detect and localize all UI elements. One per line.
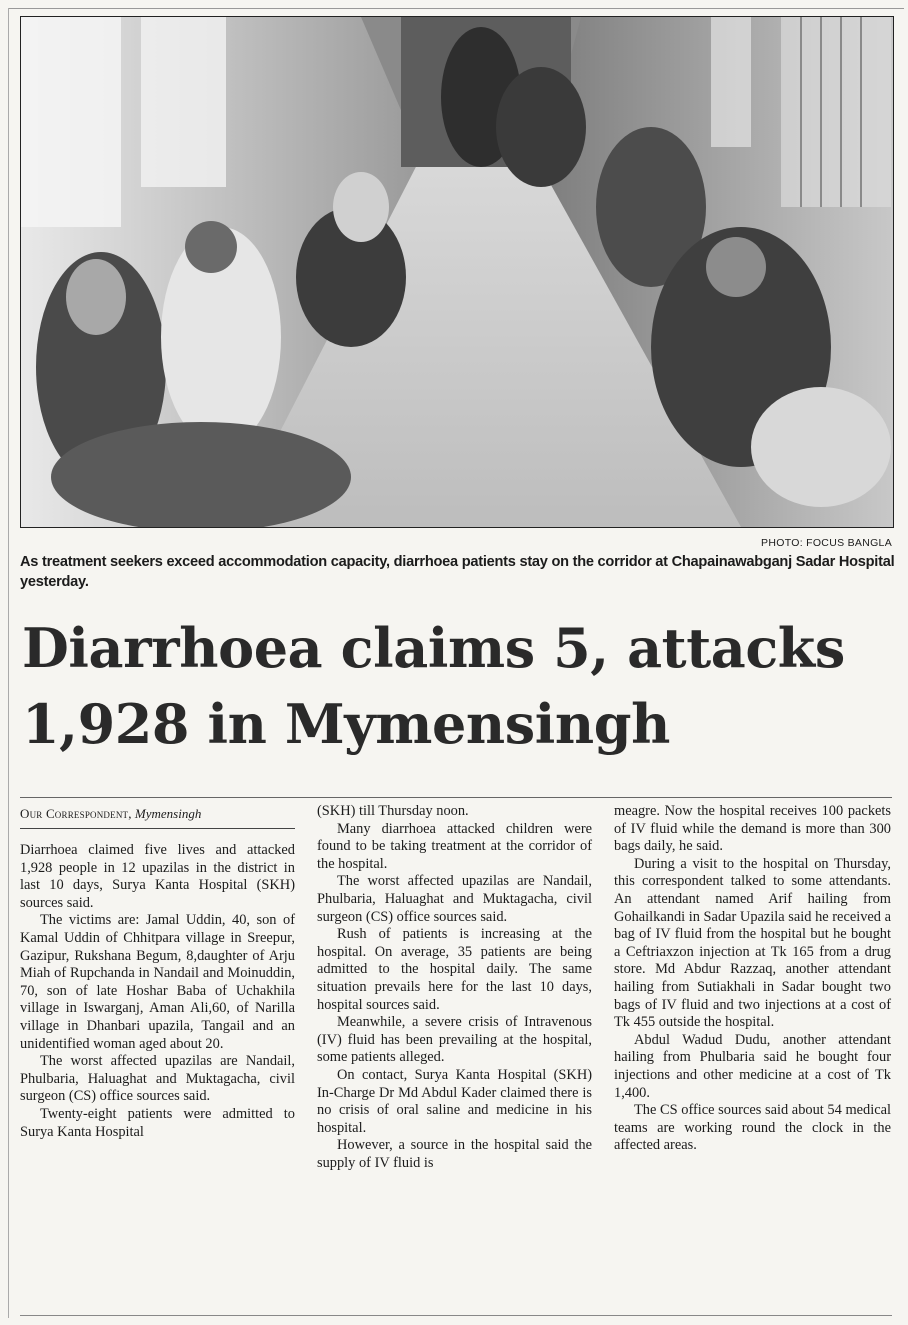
paragraph: meagre. Now the hospital receives 100 packets of IV fluid while the demand is more than 300 bags daily, he said. xyxy=(614,803,891,855)
byline-location: Mymensingh xyxy=(134,806,202,821)
headline-line-1: Diarrhoea claims 5, attacks xyxy=(22,616,845,680)
paragraph: The worst affected upazilas are Nandail, Phulbaria, Haluaghat and Muktagacha, civil surgeon (CS) office sources said. xyxy=(20,1053,295,1105)
paragraph: Twenty-eight patients were admitted to Surya Kanta Hospital xyxy=(20,1105,295,1140)
page-top-border xyxy=(8,8,904,9)
news-photo xyxy=(20,16,894,528)
paragraph: The victims are: Jamal Uddin, 40, son of Kamal Uddin of Chhitpara village in Sreepur, Gazipur, Rukshana Begum, 8,daughter of Arju Miah of Rupchanda in Nandail and Moinuddin, 70, son of late Hoshar Baba of Uchakhila village in Iswarganj, Aman Ali,60, of Narilla village in Dhanbari upazila, Tangail and an unidentified woman aged about 20. xyxy=(20,912,295,1052)
paragraph: Many diarrhoea attacked children were found to be taking treatment at the corridor of the hospital. xyxy=(317,820,592,872)
headline xyxy=(22,610,902,762)
article-bottom-rule xyxy=(20,1315,892,1316)
article-top-rule xyxy=(20,797,892,798)
byline-author: Our Correspondent, xyxy=(20,806,132,821)
photo-caption: As treatment seekers exceed accommodation capacity, diarrhoea patients stay on the corridor at Chapainawabganj Sadar Hospital yesterday. xyxy=(20,554,895,590)
article-column-3 xyxy=(614,803,891,1155)
article-column-1 xyxy=(20,842,295,1141)
paragraph: The CS office sources said about 54 medical teams are working round the clock in the affected areas. xyxy=(614,1102,891,1154)
paragraph: (SKH) till Thursday noon. xyxy=(317,803,469,819)
paragraph: Rush of patients is increasing at the hospital. On average, 35 patients are being admitted to the hospital daily. The same situation prevails here for the last 10 days, hospital sources said. xyxy=(317,926,592,1013)
paragraph: Meanwhile, a severe crisis of Intravenous (IV) fluid has been prevailing at the hospital, some patients alleged. xyxy=(317,1014,592,1066)
headline-line-2: 1,928 in Mymensingh xyxy=(22,692,670,756)
paragraph: However, a source in the hospital said the supply of IV fluid is xyxy=(317,1137,592,1171)
paragraph: During a visit to the hospital on Thursday, this correspondent talked to some attendants. An attendant named Arif hailing from Gohailkandi in Sadar Upazila said he received a bag of IV fluid from the hospital but he bought a Ceftriaxzon injection at Tk 165 from a drug store. Md Abdur Razzaq, another attendant hailing from Sutiakhali in Sadar bought two bags of IV fluid and two injections at a cost of Tk 455 outside the hospital. xyxy=(614,855,891,1031)
page-left-border xyxy=(8,8,9,1318)
article-column-2 xyxy=(317,803,592,1172)
paragraph: Abdul Wadud Dudu, another attendant hailing from Phulbaria said he bought four injections and other medicine at a cost of Tk 1,400. xyxy=(614,1031,891,1101)
photo-credit: PHOTO: FOCUS BANGLA xyxy=(761,537,892,549)
paragraph: The worst affected upazilas are Nandail, Phulbaria, Haluaghat and Muktagacha, civil surgeon (CS) office sources said. xyxy=(317,873,592,925)
byline-rule xyxy=(20,828,295,829)
byline xyxy=(20,806,295,822)
paragraph: On contact, Surya Kanta Hospital (SKH) In-Charge Dr Md Abdul Kader claimed there is no crisis of oral saline and medicine in his hospital. xyxy=(317,1066,592,1136)
paragraph: Diarrhoea claimed five lives and attacked 1,928 people in 12 upazilas in the district in last 10 days, Surya Kanta Hospital (SKH) sources said. xyxy=(20,842,295,911)
